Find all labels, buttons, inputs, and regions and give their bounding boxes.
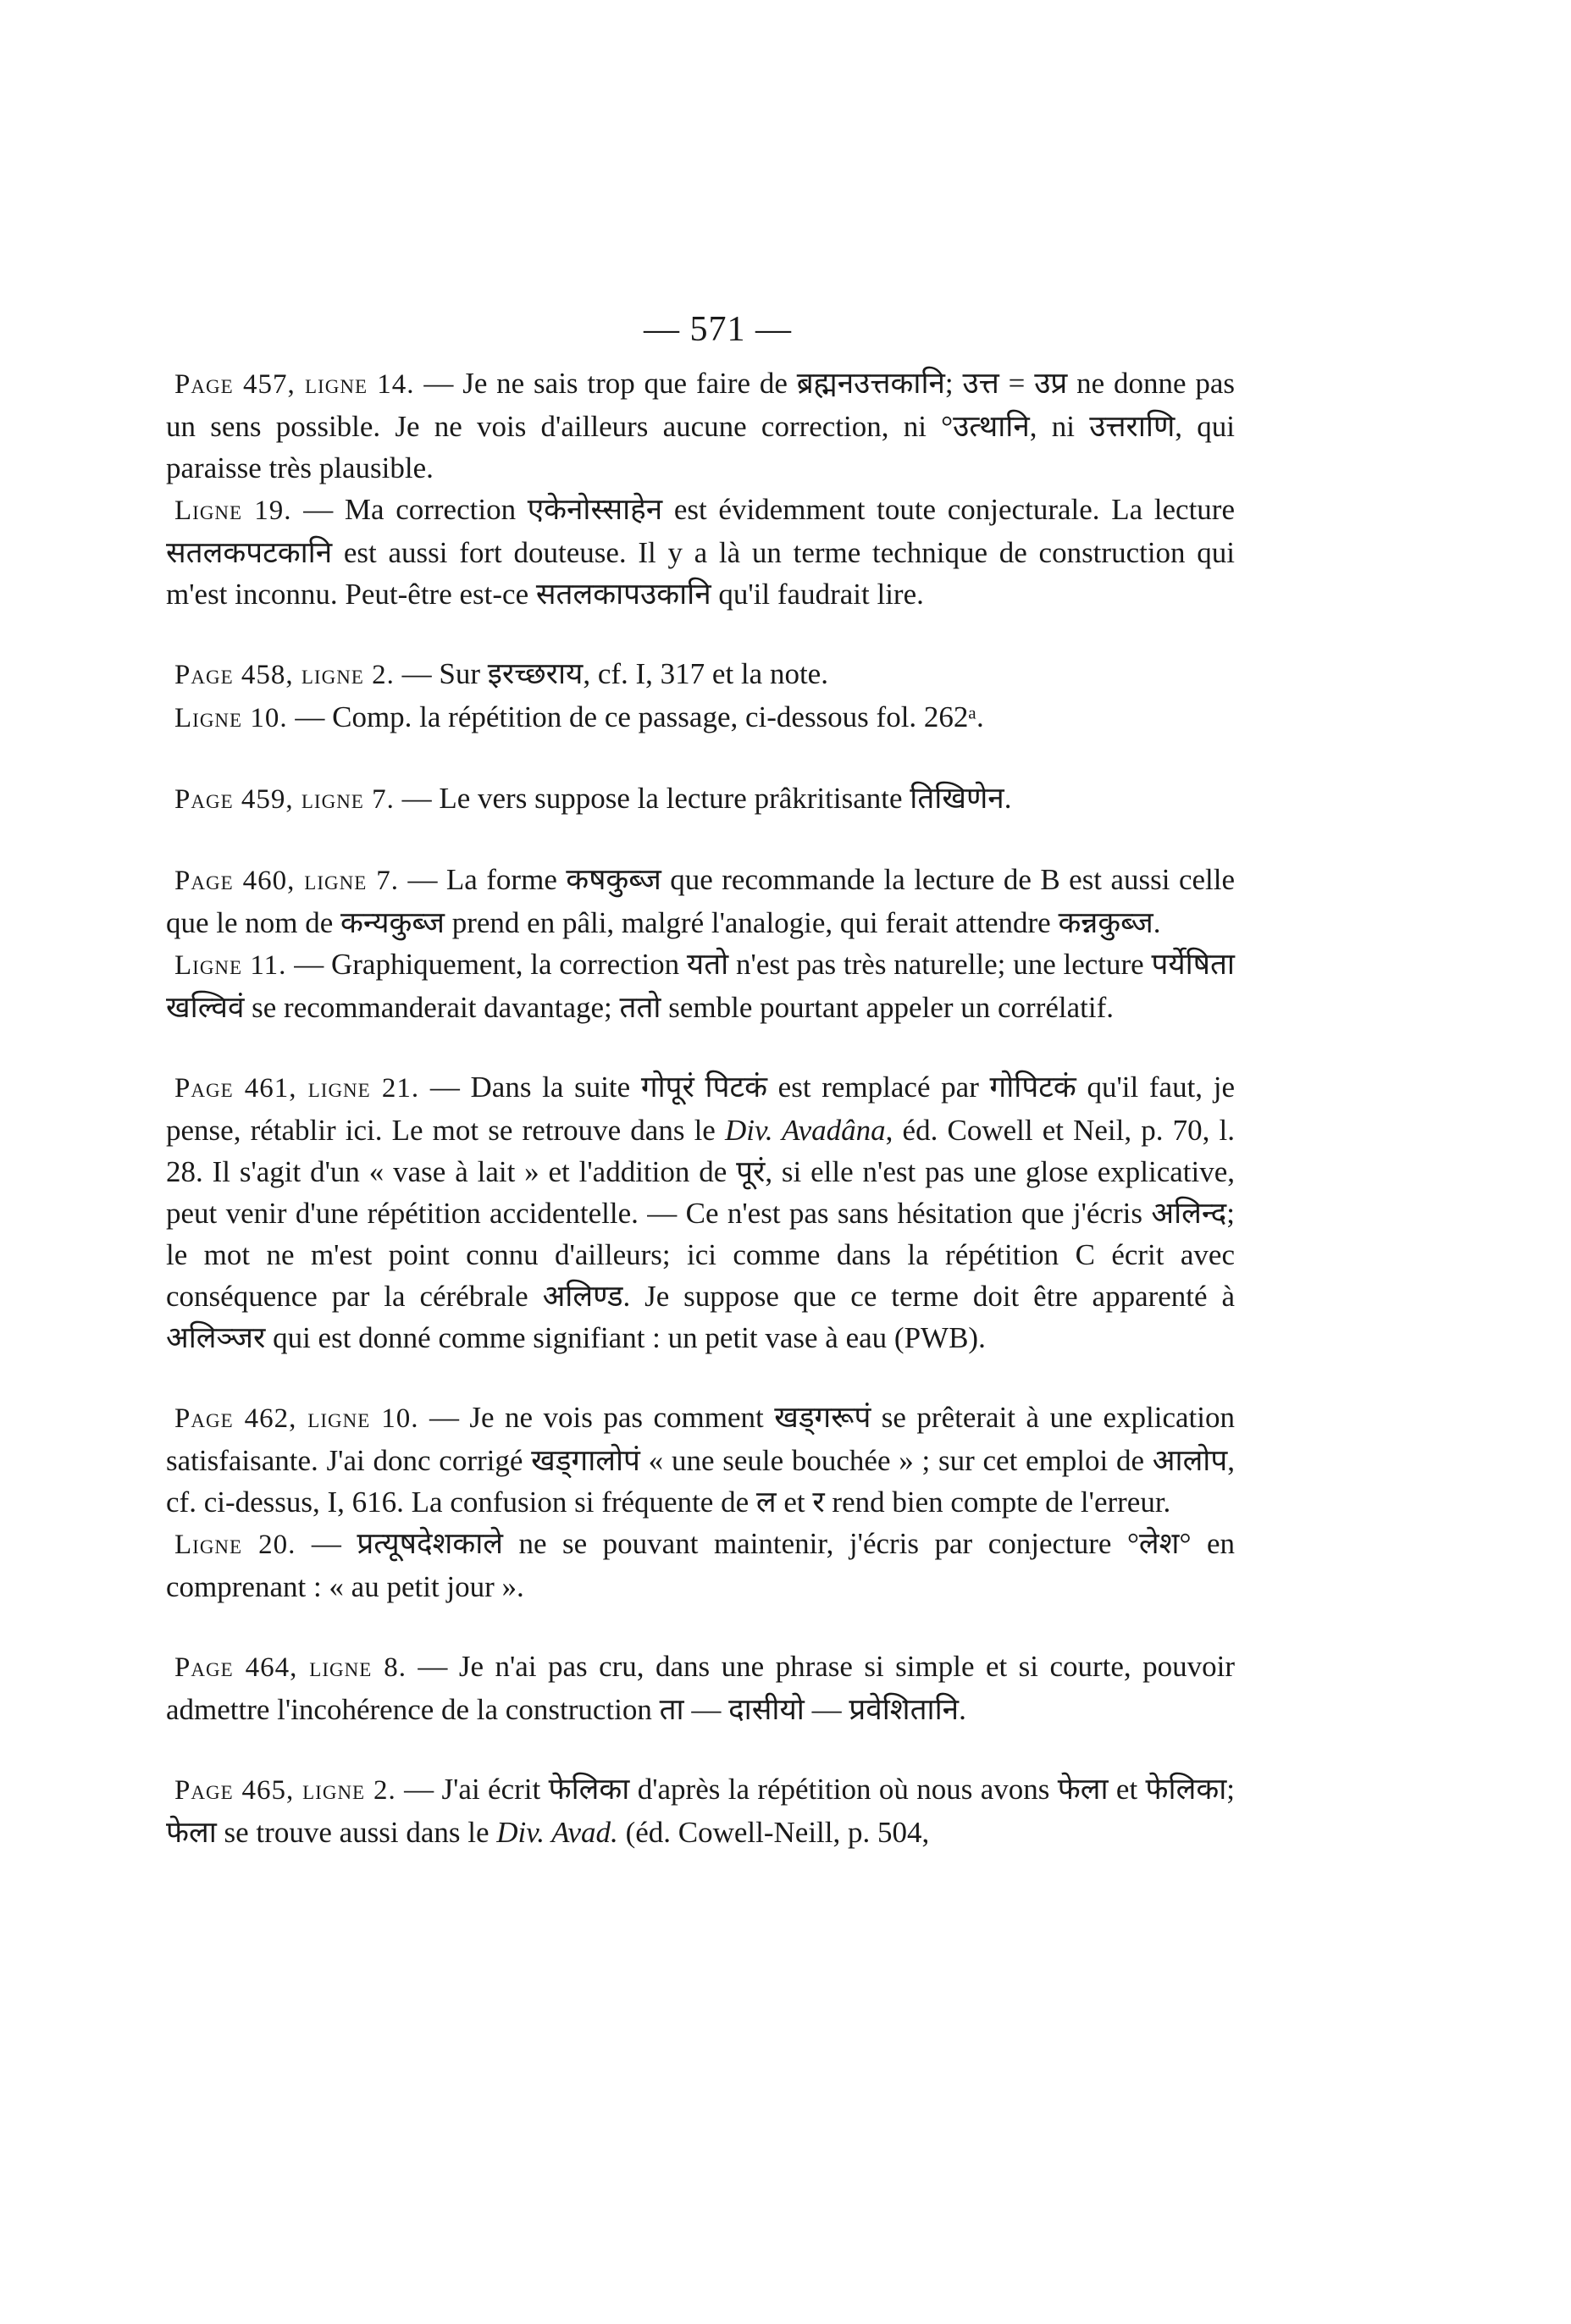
note-ref: Ligne 10. (174, 703, 288, 733)
note-text: — Le vers suppose la lecture prâkritisante तिखिणेन. (401, 782, 1012, 815)
note-text: — Graphiquement, la correction यतो n'est pas très naturelle; une lecture पर्येषिता खल्विवं se recommanderait davantage; ततो semble pourtant appeler un corrélatif. (166, 948, 1235, 1024)
note-text: , éd. Cowell et Neil, p. 70, l. 28. Il s'agit d'un « vase à lait » et l'addition de पूरं, si elle n'est pas une glose explicative, peut venir d'une répétition accidentelle. — Ce n'est pas sans hésitation que j'écris अलिन्द; le mot ne m'est point connu d'ailleurs; ici comme dans la répétition C écrit avec conséquence par la cérébrale अलिण्ड. Je suppose que ce terme doit être apparenté à अलिञ्जर qui est donné comme signifiant : un petit vase à eau (PWB). (166, 1114, 1235, 1354)
note-page-462 (166, 1397, 1235, 1523)
note-ref: Page 457, ligne 14. (174, 369, 415, 400)
note-ref: Page 458, ligne 2. (174, 660, 395, 690)
note-ref: Ligne 20. (174, 1530, 296, 1560)
note-ligne-10 (166, 696, 1235, 739)
note-text: — Je n'ai pas cru, dans une phrase si simple et si courte, pouvoir admettre l'incohérence de la construction ता — दासीयो — प्रवेशितानि. (166, 1650, 1235, 1726)
note-ref: Page 459, ligne 7. (174, 784, 395, 815)
note-text: — Je ne sais trop que faire de ब्रह्मनउत्तकानि; उत्त = उप्र ne donne pas un sens possible. Je ne vois d'ailleurs aucune correction, ni °उत्थानि, ni उत्तराणि, qui paraisse très plausible. (166, 367, 1235, 484)
note-ligne-19 (166, 489, 1235, 615)
note-text: — J'ai écrit फेलिका d'après la répétition où nous avons फेला et फेलिका; फेला se trouve aussi dans le (166, 1773, 1235, 1849)
note-text: — Je ne vois pas comment खड्गरूपं se prêterait à une explication satisfaisante. J'ai donc corrigé खड्गालोपं « une seule bouchée » ; sur cet emploi de आलोप, cf. ci-dessus, I, 616. La confusion si fréquente de ल et र rend bien compte de l'erreur. (166, 1401, 1235, 1519)
notes-body (166, 362, 1235, 1853)
note-title-italic: Div. Avadâna (724, 1114, 886, 1147)
note-page-460 (166, 859, 1235, 943)
note-page-459 (166, 777, 1235, 821)
note-ref: Page 464, ligne 8. (174, 1652, 407, 1683)
note-ref: Page 462, ligne 10. (174, 1403, 419, 1434)
note-text: — प्रत्यूषदेशकाले ne se pouvant maintenir, j'écris par conjecture °लेश° en comprenant : « au petit jour ». (166, 1527, 1235, 1603)
note-title-italic: Div. Avad. (496, 1816, 618, 1849)
note-page-464 (166, 1646, 1235, 1730)
note-page-457 (166, 362, 1235, 489)
note-page-461 (166, 1066, 1235, 1358)
note-ligne-20 (166, 1523, 1235, 1607)
note-ref: Page 461, ligne 21. (174, 1073, 420, 1104)
note-ref: Page 465, ligne 2. (174, 1775, 396, 1806)
note-text: — La forme कषकुब्ज que recommande la lecture de B est aussi celle que le nom de कन्यकुब्ज prend en pâli, malgré l'analogie, qui ferait attendre कन्नकुब्ज. (166, 863, 1236, 939)
note-page-465 (166, 1768, 1235, 1853)
note-ligne-11 (166, 943, 1235, 1028)
note-ref: Ligne 19. (174, 495, 292, 526)
note-text: — Sur इरच्छराय, cf. I, 317 et la note. (401, 657, 828, 690)
note-ref: Page 460, ligne 7. (174, 866, 399, 896)
note-text: — Comp. la répétition de ce passage, ci-dessous fol. 262ᵃ. (295, 700, 984, 733)
page-number: — 571 — (644, 310, 792, 349)
note-text: — Ma correction एकेनोस्साहेन est évidemment toute conjecturale. La lecture सतलकपटकानि est aussi fort douteuse. Il y a là un terme technique de construction qui m'est inconnu. Peut-être est-ce सतलकापउकानि qu'il faudrait lire. (166, 493, 1235, 611)
note-text: (éd. Cowell-Neill, p. 504, (617, 1816, 930, 1849)
note-page-458 (166, 653, 1235, 696)
note-ref: Ligne 11. (174, 950, 287, 981)
note-text: — Dans la suite गोपूरं पिटकं est remplacé par गोपिटकं qu'il faut, je pense, rétablir ici. Le mot se retrouve dans le (166, 1071, 1235, 1147)
